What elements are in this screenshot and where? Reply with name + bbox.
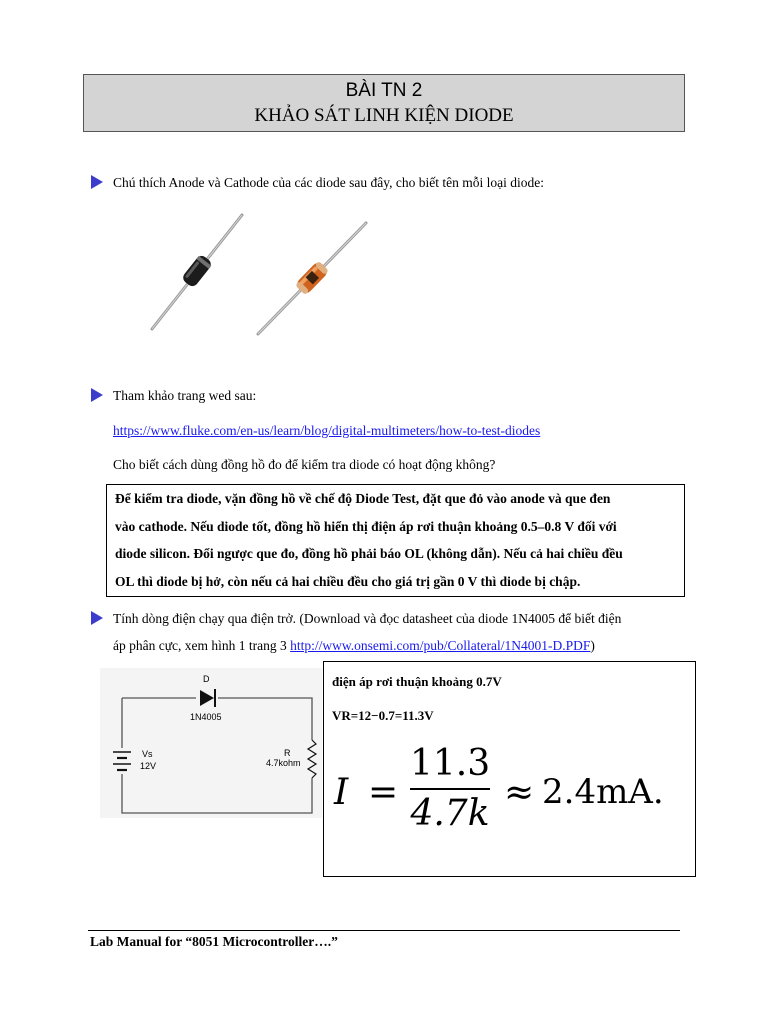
diode-ref-label: D	[203, 674, 210, 684]
answer-line: vào cathode. Nếu diode tốt, đồng hồ hiển thị điện áp rơi thuận khoảng 0.5–0.8 V đối với	[115, 518, 617, 534]
calc-forward-voltage: điện áp rơi thuận khoảng 0.7V	[332, 674, 502, 689]
section2-question: Cho biết cách dùng đồng hồ đo để kiểm tra diode có hoạt động không?	[113, 457, 496, 472]
section2-text: Tham khảo trang wed sau:	[113, 388, 257, 403]
lab-title: KHẢO SÁT LINH KIỆN DIODE	[254, 105, 514, 126]
source-value-label: 12V	[140, 761, 157, 771]
bullet-arrow-icon	[91, 388, 103, 402]
black-diode-image	[152, 215, 242, 329]
answer-line: Để kiểm tra diode, vặn đồng hồ về chế độ Diode Test, đặt que đỏ vào anode và que đen	[115, 491, 611, 506]
source-ref-label: Vs	[142, 749, 153, 759]
battery-symbol	[110, 748, 136, 774]
answer-line: diode silicon. Đổi ngược que đo, đồng hồ phải báo OL (không dẫn). Nếu cả hai chiều đều	[115, 546, 623, 561]
footer-text: Lab Manual for “8051 Microcontroller….”	[90, 934, 338, 949]
circuit-diagram	[100, 668, 322, 818]
section3-line1: Tính dòng điện chạy qua điện trở. (Download và đọc datasheet của diode 1N4005 để biết điện	[113, 611, 622, 626]
diode-part-label: 1N4005	[190, 712, 222, 722]
footer-divider	[88, 930, 680, 931]
fraction-bar	[410, 788, 490, 790]
section3-line2-prefix: áp phân cực, xem hình 1 trang 3	[113, 638, 291, 653]
calculation-box	[323, 661, 696, 877]
diode-symbol	[196, 689, 218, 707]
glass-zener-diode-image	[258, 223, 366, 334]
title-box	[83, 74, 685, 132]
bullet-arrow-icon	[91, 175, 103, 189]
formula-result: 2.4mA.	[542, 772, 664, 812]
onsemi-datasheet-link[interactable]: http://www.onsemi.com/pub/Collateral/1N4001-D.PDF	[290, 638, 591, 653]
resistor-ref-label: R	[284, 748, 291, 758]
section3-line2-suffix: )	[590, 638, 595, 653]
lab-number: BÀI TN 2	[345, 80, 423, 101]
formula-approx: ≈	[504, 772, 535, 813]
answer-line: OL thì diode bị hở, còn nếu cả hai chiều đều cho giá trị gần 0 V thì diode bị chập.	[115, 573, 581, 589]
diode-photos	[140, 205, 380, 340]
resistor-value-label: 4.7kohm	[266, 758, 301, 768]
resistor-symbol	[306, 740, 318, 778]
formula-fraction	[410, 744, 490, 834]
answer-box	[106, 484, 685, 597]
section1-text: Chú thích Anode và Cathode của các diode sau đây, cho biết tên mỗi loại diode:	[113, 175, 545, 190]
formula-denominator: 4.7k	[410, 793, 490, 834]
section3-line2	[113, 637, 595, 655]
bullet-arrow-icon	[91, 611, 103, 625]
formula-equals: =	[368, 772, 399, 813]
calc-resistor-voltage: VR=12−0.7=11.3V	[332, 708, 434, 723]
formula-numerator: 11.3	[410, 743, 491, 784]
formula-lhs: I	[334, 772, 349, 813]
fluke-link[interactable]: https://www.fluke.com/en-us/learn/blog/digital-multimeters/how-to-test-diodes	[113, 423, 541, 438]
